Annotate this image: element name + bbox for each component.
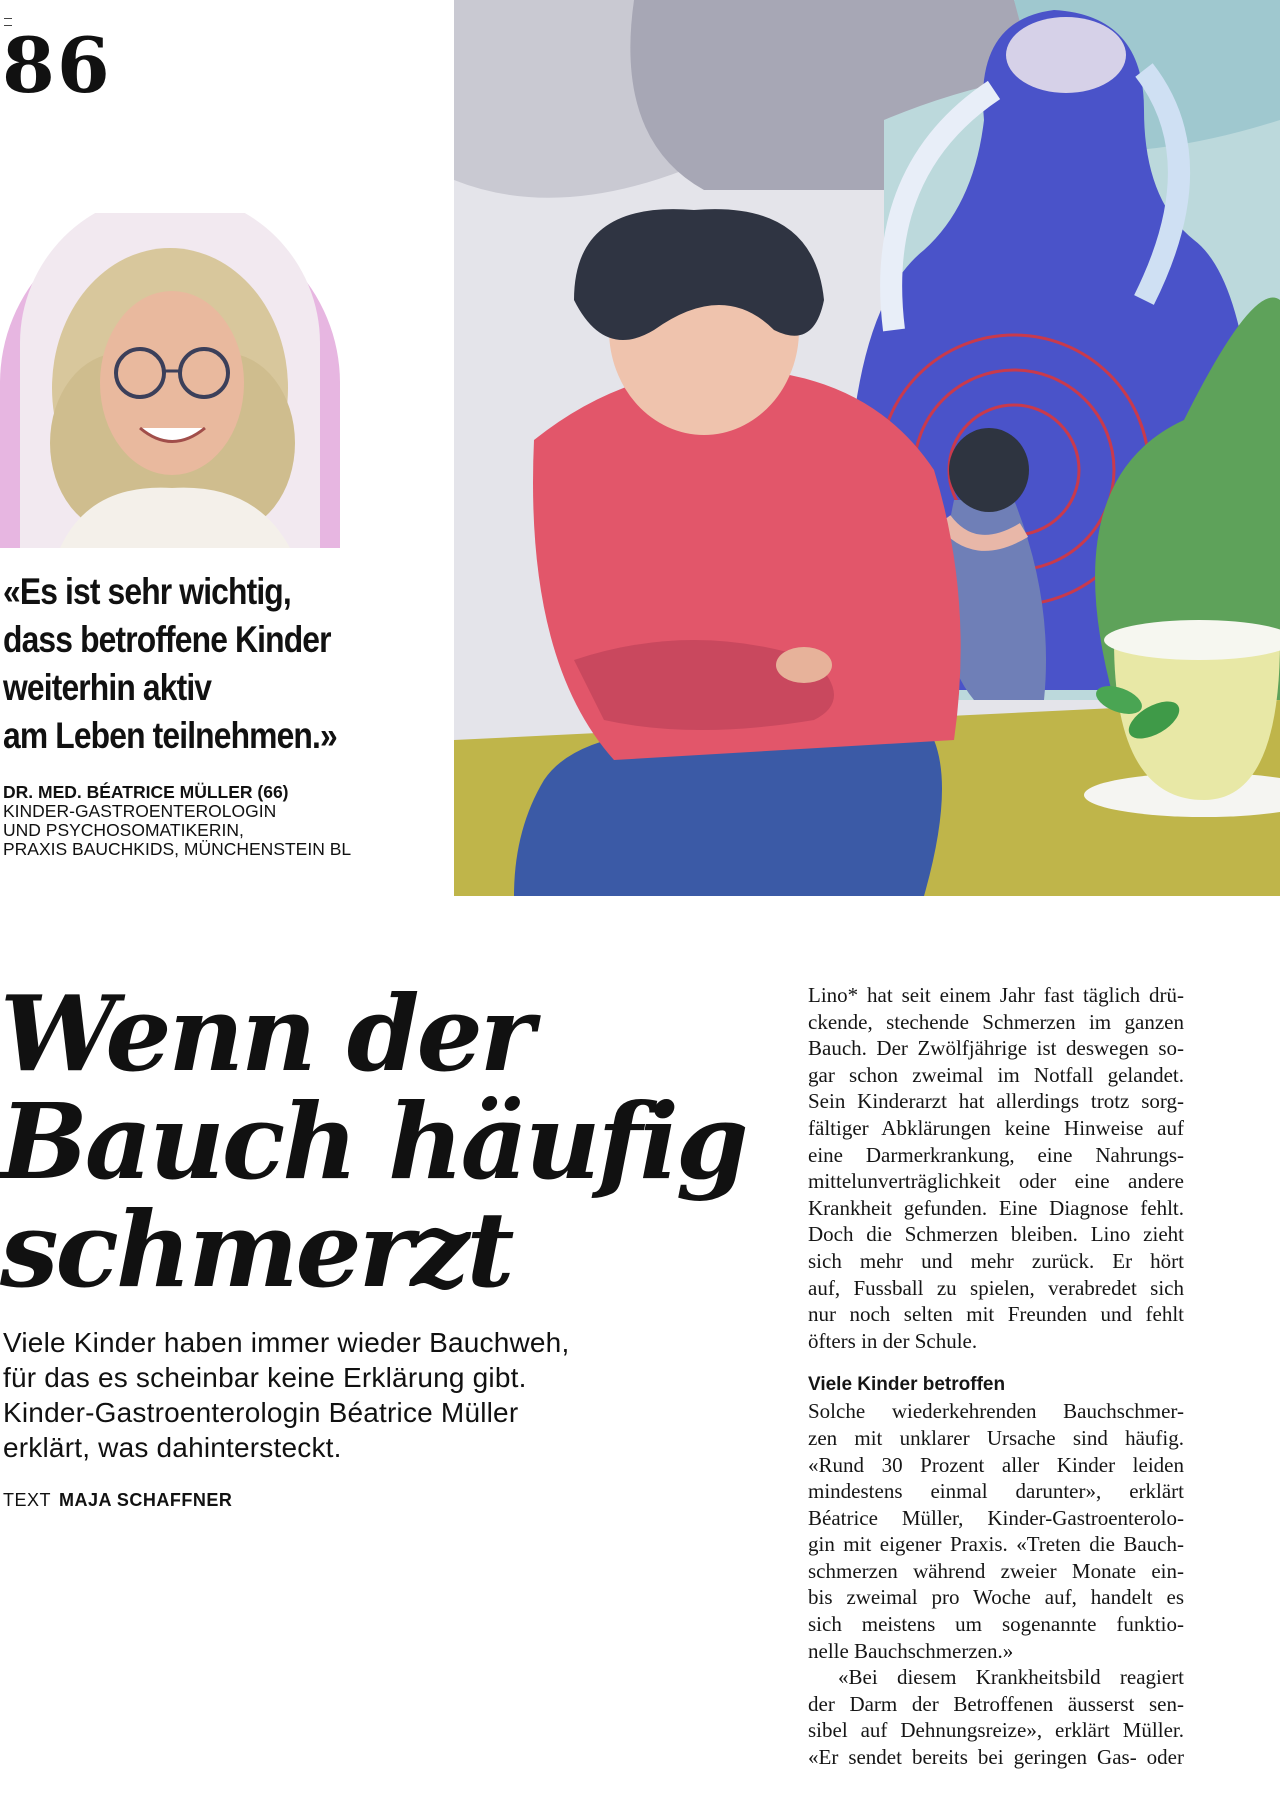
attribution-line: KINDER-GASTROENTEROLOGIN [3,801,277,821]
body-line: mindestens einmal darunter», erklärt [808,1479,1184,1504]
pull-quote [3,568,381,760]
body-line: ckende, stechende Schmerzen im ganzen [808,1009,1184,1034]
quote-attribution [3,783,443,859]
attribution-line: PRAXIS BAUCHKIDS, MÜNCHENSTEIN BL [3,839,352,859]
body-line: Sein Kinderarzt hat allerdings trotz sorg- [808,1089,1184,1114]
page-number: 86 [2,21,112,110]
lead-line: erklärt, was dahintersteckt. [3,1432,342,1463]
body-subheading: Viele Kinder betroffen [808,1374,1006,1396]
body-line: öfters in der Schule. [808,1328,978,1353]
body-line: gar schon zweimal im Notfall gelandet. [808,1062,1184,1087]
author-portrait [0,213,340,548]
illustration-image [454,0,1280,896]
body-line: nur noch selten mit Freunden und fehlt [808,1302,1184,1327]
body-line: Lino* hat seit einem Jahr fast täglich drü- [808,983,1184,1007]
body-paragraph [808,1398,1184,1664]
body-line: Béatrice Müller, Kinder-Gastroenterolo- [808,1505,1184,1530]
lead-text [3,1325,663,1465]
body-line: bis zweimal pro Woche auf, handelt es [808,1585,1184,1610]
body-line: «Bei diesem Krankheitsbild reagiert [838,1665,1184,1690]
body-line: «Er sendet bereits bei geringen Gas- oder [808,1745,1184,1770]
headline-line: Wenn der [0,972,532,1095]
body-paragraph [808,982,1184,1354]
attribution-name: DR. MED. BÉATRICE MÜLLER (66) [3,782,289,802]
body-paragraph [808,1664,1184,1770]
headline-line: schmerzt [0,1188,512,1311]
body-line: Doch die Schmerzen bleiben. Lino zieht [808,1222,1184,1247]
body-line: auf, Fussball zu spielen, verabredet sich [808,1275,1184,1300]
body-line: gin mit eigener Praxis. «Treten die Bauch- [808,1532,1184,1557]
pull-quote-line: weiterhin aktiv [3,667,212,708]
article-body [808,982,1184,1771]
body-line: sich meistens um sogenannte funktio- [808,1612,1184,1637]
pull-quote-line: dass betroffene Kinder [3,619,331,660]
body-line: schmerzen während zweier Monate ein- [808,1558,1184,1583]
body-line: Krankheit gefunden. Eine Diagnose fehlt. [808,1195,1184,1220]
lead-line: für das es scheinbar keine Erklärung gibt. [3,1362,527,1393]
lead-line: Kinder-Gastroenterologin Béatrice Müller [3,1397,519,1428]
body-line: Solche wiederkehrenden Bauchschmer- [808,1399,1184,1424]
portrait-image [0,213,340,548]
pull-quote-line: «Es ist sehr wichtig, [3,571,291,612]
attribution-line: UND PSYCHOSOMATIKERIN, [3,820,244,840]
byline-author: MAJA SCHAFFNER [59,1490,233,1510]
body-line: Bauch. Der Zwölfjährige ist deswegen so- [808,1036,1184,1061]
byline-label: TEXT [3,1490,52,1510]
pull-quote-line: am Leben teilnehmen.» [3,715,337,756]
body-line: der Darm der Betroffenen äusserst sen- [808,1691,1184,1716]
headline-line: Bauch häufig [0,1080,746,1203]
article-illustration [454,0,1280,896]
headline [0,972,746,1311]
body-line: zen mit unklarer Ursache sind häufig. [808,1425,1184,1450]
body-line: sich mehr und mehr zurück. Er hört [808,1248,1184,1273]
byline [3,1490,232,1511]
body-line: «Rund 30 Prozent aller Kinder leiden [808,1452,1184,1477]
body-line: sibel auf Dehnungsreize», erklärt Müller. [808,1718,1184,1743]
body-line: fältiger Abklärungen keine Hinweise auf [808,1115,1184,1140]
body-line: eine Darmerkrankung, eine Nahrungs- [808,1142,1184,1167]
lead-line: Viele Kinder haben immer wieder Bauchweh, [3,1327,570,1358]
body-line: mittelunverträglichkeit oder eine andere [808,1169,1184,1194]
body-line: nelle Bauchschmerzen.» [808,1638,1014,1663]
